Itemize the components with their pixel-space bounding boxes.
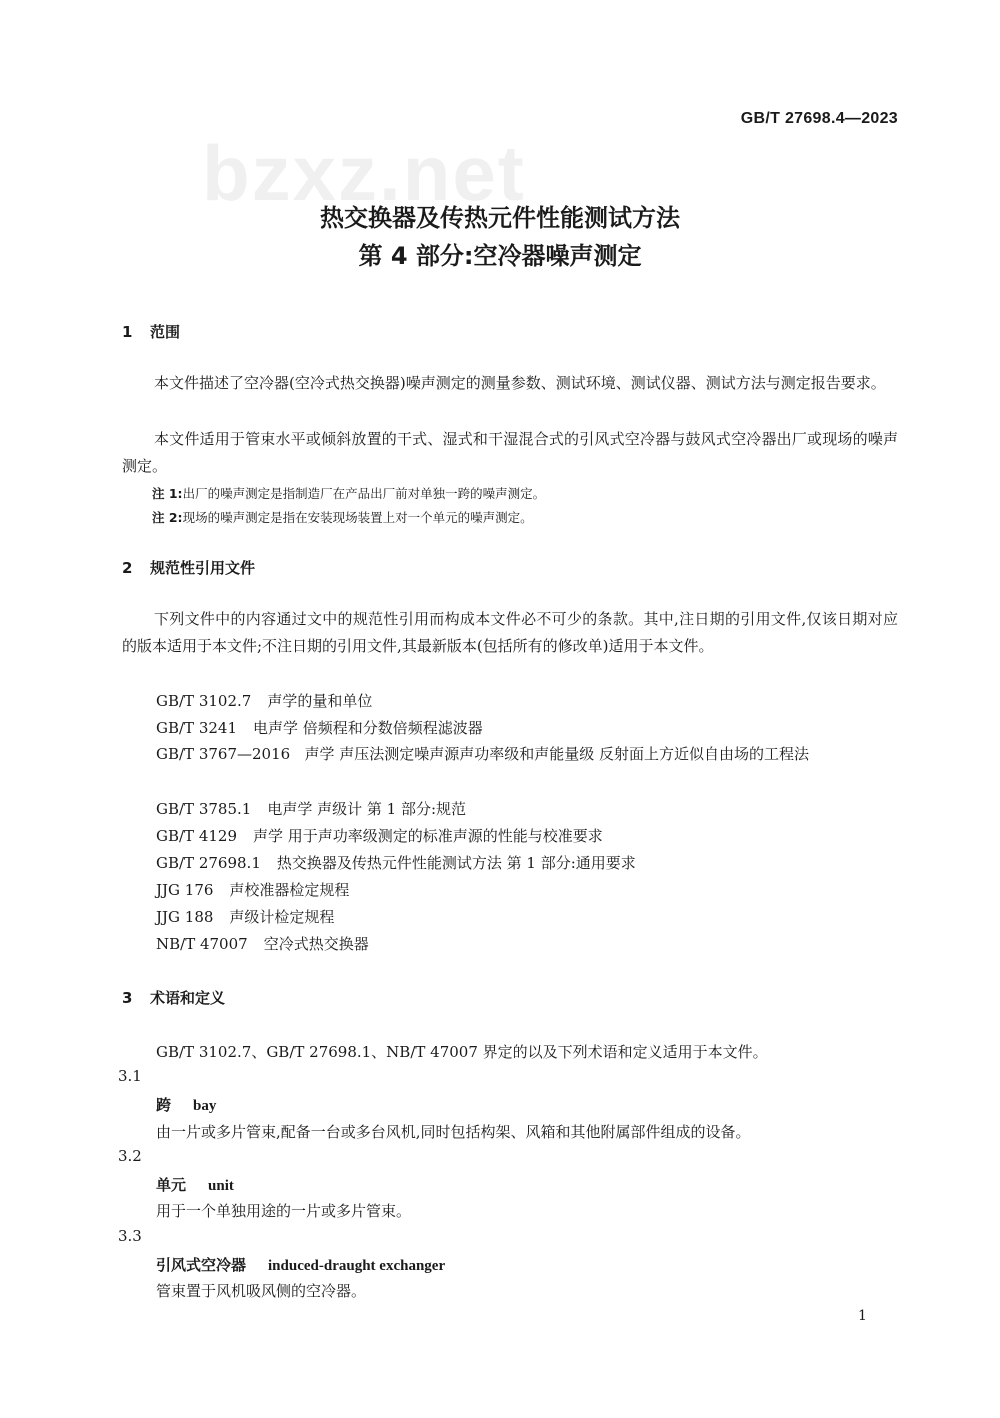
section-title: 范围: [150, 323, 181, 341]
reference-item: [156, 852, 636, 873]
reference-title: 声学 用于声功率级测定的标准声源的性能与校准要求: [253, 827, 603, 845]
term-entry: [156, 1094, 216, 1115]
note: [152, 484, 545, 502]
page-number: 1: [858, 1308, 867, 1324]
term-entry: [156, 1174, 234, 1195]
reference-item: [122, 741, 900, 768]
reference-title: 声级计检定规程: [229, 908, 335, 926]
reference-title: 电声学 倍频程和分数倍频程滤波器: [253, 719, 483, 737]
standard-code: GB/T 27698.4—2023: [740, 110, 898, 127]
document-title: 热交换器及传热元件性能测试方法: [320, 204, 680, 232]
reference-item: [156, 879, 349, 900]
reference-code: GB/T 3102.7: [156, 692, 252, 710]
note-label: 注 1:: [152, 486, 183, 501]
reference-item: [156, 798, 466, 819]
document-subtitle: 第 4 部分:空冷器噪声测定: [358, 242, 642, 270]
reference-title: 热交换器及传热元件性能测试方法 第 1 部分:通用要求: [276, 854, 636, 872]
section-heading: [122, 557, 255, 578]
section-number: 1: [122, 323, 133, 341]
reference-code: JJG 188: [156, 908, 214, 926]
clause-number: 3.3: [118, 1227, 142, 1245]
note-label: 注 2:: [152, 510, 183, 525]
term-definition: 由一片或多片管束,配备一台或多台风机,同时包括构架、风箱和其他附属部件组成的设备。: [156, 1123, 751, 1141]
reference-item: [156, 906, 334, 927]
reference-item: [156, 825, 603, 846]
term-english: induced-draught exchanger: [268, 1258, 446, 1274]
reference-title: 电声学 声级计 第 1 部分:规范: [267, 800, 466, 818]
paragraph: 本文件描述了空冷器(空冷式热交换器)噪声测定的测量参数、测试环境、测试仪器、测试方法与测定报告要求。: [154, 374, 886, 392]
section-number: 3: [122, 989, 133, 1007]
reference-code: GB/T 3767—2016: [156, 745, 291, 763]
paragraph: 本文件适用于管束水平或倾斜放置的干式、湿式和干湿混合式的引风式空冷器与鼓风式空冷器出厂或现场的噪声测定。: [122, 430, 898, 475]
term-english: bay: [193, 1098, 217, 1114]
clause-number: 3.1: [118, 1067, 142, 1085]
reference-item: [156, 690, 372, 711]
reference-code: JJG 176: [156, 881, 214, 899]
reference-item: [156, 717, 483, 738]
term-definition: 管束置于风机吸风侧的空冷器。: [156, 1282, 367, 1300]
reference-title: 声学的量和单位: [267, 692, 373, 710]
paragraph: 下列文件中的内容通过文中的规范性引用而构成本文件必不可少的条款。其中,注日期的引用文件,仅该日期对应的版本适用于本文件;不注日期的引用文件,其最新版本(包括所有的修改单)适用于本文件。: [122, 610, 898, 655]
term-definition: 用于一个单独用途的一片或多片管束。: [156, 1202, 412, 1220]
clause-number: 3.2: [118, 1147, 142, 1165]
note-text: 现场的噪声测定是指在安装现场装置上对一个单元的噪声测定。: [182, 510, 533, 525]
term-chinese: 单元: [156, 1176, 187, 1194]
reference-code: GB/T 3241: [156, 719, 238, 737]
reference-code: GB/T 4129: [156, 827, 238, 845]
reference-item: [156, 933, 369, 954]
reference-code: NB/T 47007: [156, 935, 248, 953]
paragraph: GB/T 3102.7、GB/T 27698.1、NB/T 47007 界定的以及下列术语和定义适用于本文件。: [156, 1043, 768, 1061]
term-chinese: 引风式空冷器: [156, 1256, 247, 1274]
reference-title: 声学 声压法测定噪声源声功率级和声能量级 反射面上方近似自由场的工程法: [304, 745, 810, 763]
term-entry: [156, 1254, 445, 1275]
reference-code: GB/T 3785.1: [156, 800, 252, 818]
section-title: 术语和定义: [150, 989, 226, 1007]
section-heading: [122, 321, 180, 342]
section-number: 2: [122, 559, 133, 577]
section-heading: [122, 987, 225, 1008]
section-title: 规范性引用文件: [150, 559, 256, 577]
watermark: bzxz.net: [202, 129, 526, 217]
reference-title: 声校准器检定规程: [229, 881, 350, 899]
reference-title: 空冷式热交换器: [263, 935, 369, 953]
term-chinese: 跨: [156, 1096, 172, 1114]
reference-code: GB/T 27698.1: [156, 854, 261, 872]
term-english: unit: [208, 1178, 234, 1194]
note: [152, 508, 533, 526]
note-text: 出厂的噪声测定是指制造厂在产品出厂前对单独一跨的噪声测定。: [182, 486, 546, 501]
